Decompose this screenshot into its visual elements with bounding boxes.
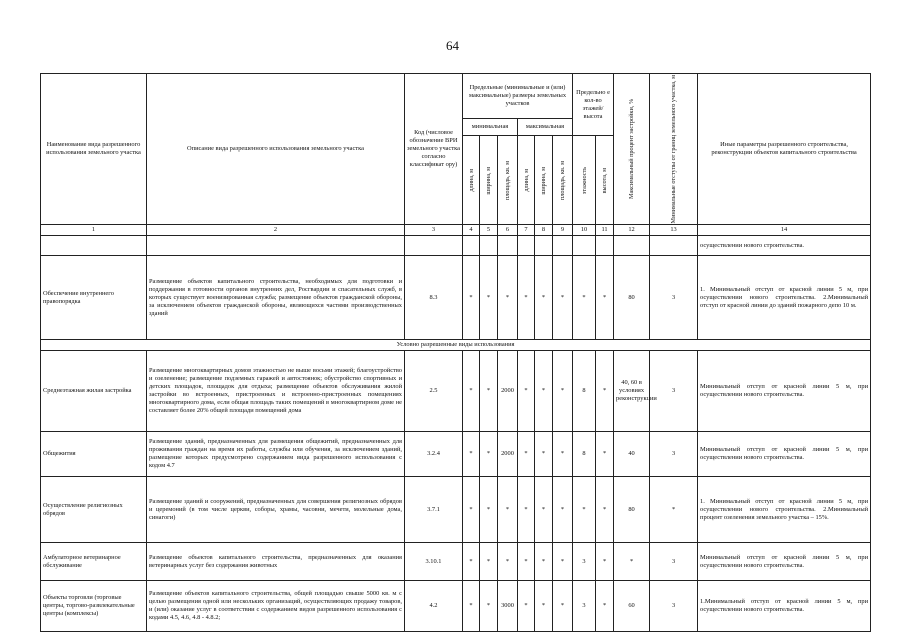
max-area: * [553,351,573,432]
vid-description: Размещение многоквартирных домов этажностью не выше восьми этажей; благоустройство и озеленение; размещение подземных гаражей и автостоянок; обустройство спортивных и детских площадок, площадок для отдыха; размещение объектов обслуживания жилой застройки во встроенных, пристроенных и встроенно-пристроенных помещениях многоквартирного дома, если общая площадь таких помещений в многоквартирном доме не составляет более 20% общей площади помещений дома [147,351,405,432]
min-width: * [480,256,498,340]
page-number: 64 [446,38,459,53]
column-number: 3 [405,225,463,236]
min-length: * [463,581,480,632]
height: * [596,581,614,632]
header-min-shirina: ширина, м [480,136,498,225]
min-width: * [480,477,498,543]
header-max-ploshchad: площадь, кв. м [553,136,573,225]
max-length: * [518,477,535,543]
max-width: * [535,432,553,477]
section-header-row [41,340,871,351]
height: * [596,351,614,432]
vid-code: 3.7.1 [405,477,463,543]
floors-count: * [573,477,596,543]
min-length: * [463,543,480,581]
height: * [596,256,614,340]
min-length: * [463,432,480,477]
other-params: 1. Минимальный отступ от красной линии 5 м, при осуществлении нового строительства. 2.Минимальный процент озеленения земельного участка – 15%. [698,477,871,543]
header-etazhnost: этажность [573,136,596,225]
min-length: * [463,477,480,543]
min-length: * [463,256,480,340]
header-max-shirina: ширина, м [535,136,553,225]
height: * [596,477,614,543]
column-number: 12 [614,225,650,236]
max-area: * [553,543,573,581]
max-length: * [518,543,535,581]
header-other: Иные параметры разрешенного строительства, реконструкции объектов капитального строительства [698,74,871,225]
continuation-row [41,236,871,256]
vid-code: 4.2 [405,581,463,632]
header-max-percent: Максимальный процент застройки, % [614,74,650,225]
max-percent: 60 [614,581,650,632]
other-params: Минимальный отступ от красной линии 5 м, при осуществлении нового строительства. [698,432,871,477]
other-params: Минимальный отступ от красной линии 5 м, при осуществлении нового строительства. [698,351,871,432]
table-row [41,543,871,581]
max-width: * [535,256,553,340]
max-percent: 80 [614,256,650,340]
table-row [41,477,871,543]
max-length: * [518,581,535,632]
min-area: 3000 [498,581,518,632]
max-length: * [518,351,535,432]
other-params: 1. Минимальный отступ от красной линии 5 м, при осуществлении нового строительства. 2.Минимальный отступ от красной линии до зданий пожарного депо 10 м. [698,256,871,340]
min-area: * [498,477,518,543]
column-number: 6 [498,225,518,236]
header-min-otstup: Минимальные отступы от границ земельного участка, м [650,74,698,225]
header-sizes: Предельные (минимальные и (или) максимальные) размеры земельных участков [463,74,573,119]
max-area: * [553,256,573,340]
column-number: 1 [41,225,147,236]
min-width: * [480,543,498,581]
table-row [41,256,871,340]
continuation-text: осуществлении нового строительства. [698,236,871,256]
column-number-row [41,225,871,236]
min-length: * [463,351,480,432]
header-min-ploshchad: площадь, кв. м [498,136,518,225]
vid-description: Размещение зданий и сооружений, предназначенных для совершения религиозных обрядов и церемоний (в том числе церкви, соборы, храмы, часовни, мечети, молельные дома, синагоги) [147,477,405,543]
vid-name: Амбулаторное ветеринарное обслуживание [41,543,147,581]
header-vid-name: Наименование вида разрешенного использования земельного участка [41,74,147,225]
height: * [596,543,614,581]
max-percent: 40 [614,432,650,477]
min-area: 2000 [498,351,518,432]
min-width: * [480,432,498,477]
min-width: * [480,581,498,632]
min-area: * [498,256,518,340]
table-row [41,432,871,477]
vid-name: Обеспечение внутреннего правопорядка [41,256,147,340]
section-title: Условно разрешенные виды использования [41,340,871,351]
column-number: 5 [480,225,498,236]
max-width: * [535,543,553,581]
column-number: 11 [596,225,614,236]
table-header [41,74,871,236]
min-area: 2000 [498,432,518,477]
floors-count: 8 [573,432,596,477]
column-number: 7 [518,225,535,236]
vid-name: Среднеэтажная жилая застройка [41,351,147,432]
table-body [41,236,871,632]
max-width: * [535,351,553,432]
vid-name: Объекты торговли (торговые центры, торгово-развлекательные центры (комплексы) [41,581,147,632]
vid-code: 3.2.4 [405,432,463,477]
max-width: * [535,477,553,543]
floors-count: 3 [573,543,596,581]
min-otstup: 3 [650,351,698,432]
vid-code: 3.10.1 [405,543,463,581]
column-number: 4 [463,225,480,236]
floors-count: 8 [573,351,596,432]
column-number: 10 [573,225,596,236]
header-description: Описание вида разрешенного использования земельного участка [147,74,405,225]
min-otstup: 3 [650,581,698,632]
min-area: * [498,543,518,581]
vid-code: 8.3 [405,256,463,340]
column-number: 14 [698,225,871,236]
min-otstup: 3 [650,432,698,477]
max-width: * [535,581,553,632]
vid-description: Размещение объектов капитального строительства, предназначенных для оказания ветеринарных услуг без содержания животных [147,543,405,581]
other-params: Минимальный отступ от красной линии 5 м, при осуществлении нового строительства. [698,543,871,581]
column-number: 13 [650,225,698,236]
header-max-dlina: длина, м [518,136,535,225]
header-floors: Предельно е кол-во этажей/ высота [573,74,614,136]
other-params: 1.Минимальный отступ от красной линии 5 м, при осуществлении нового строительства. [698,581,871,632]
max-length: * [518,432,535,477]
header-code: Код (числовое обозначение ВРИ земельного участка согласно классификат ору) [405,74,463,225]
max-percent: * [614,543,650,581]
max-percent: 80 [614,477,650,543]
max-area: * [553,432,573,477]
vid-description: Размещение объектов капитального строительства, необходимых для подготовки и поддержания в готовности органов внутренних дел, Росгвардии и спасательных служб, в которых существует военизированная служба; размещение объектов гражданской обороны, за исключением объектов гражданской обороны, являющихся частями производственных зданий [147,256,405,340]
max-percent: 40, 60 в условиях реконструкции [614,351,650,432]
min-otstup: 3 [650,256,698,340]
min-width: * [480,351,498,432]
floors-count: 3 [573,581,596,632]
header-min-dlina: длина, м [463,136,480,225]
min-otstup: * [650,477,698,543]
height: * [596,432,614,477]
table-row [41,581,871,632]
table-row [41,351,871,432]
vid-name: Общежития [41,432,147,477]
column-number: 9 [553,225,573,236]
vid-code: 2.5 [405,351,463,432]
zoning-table [40,73,871,632]
vid-description: Размещение объектов капитального строительства, общей площадью свыше 5000 кв. м с целью размещения одной или нескольких организаций, осуществляющих продажу товаров, и (или) оказание услуг в соответствии с содержанием видов разрешенного использования с кодами 4.5, 4.6, 4.8 - 4.8.2; [147,581,405,632]
column-number: 2 [147,225,405,236]
floors-count: * [573,256,596,340]
max-area: * [553,477,573,543]
header-min: минимальная [463,118,518,136]
column-number: 8 [535,225,553,236]
header-max: максимальная [518,118,573,136]
vid-description: Размещение зданий, предназначенных для размещения общежитий, предназначенных для проживания граждан на время их работы, службы или обучения, за исключением зданий, размещение которых предусмотрено содержанием вида разрешенного использования с кодом 4.7 [147,432,405,477]
min-otstup: 3 [650,543,698,581]
max-length: * [518,256,535,340]
header-vysota: высота, м [596,136,614,225]
max-area: * [553,581,573,632]
vid-name: Осуществление религиозных обрядов [41,477,147,543]
